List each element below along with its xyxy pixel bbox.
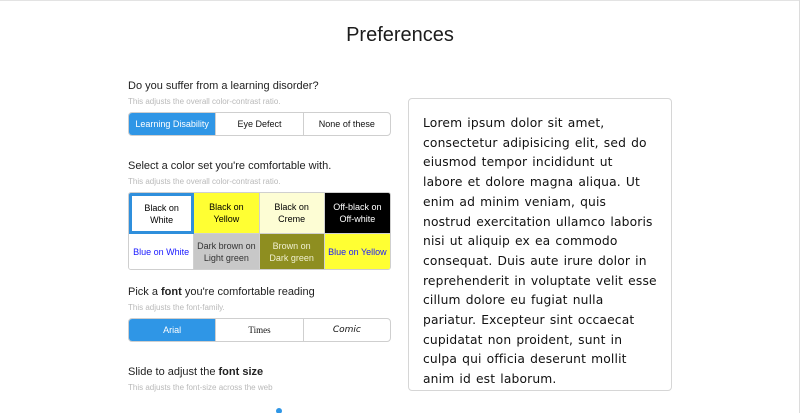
color-option-label: Off-black on Off-white [333,202,382,224]
colorset-question: Select a color set you're comfortable with. [128,160,332,172]
preview-text: Lorem ipsum dolor sit amet, consectetur adipisicing elit, sed do eiusmod tempor incididunt ut labore et dolore magna aliqua. Ut enim ad minim veniam, quis nostrud exercitation ullamco laboris nisi ut aliquip ex ea commodo consequat. Duis aute irure dolor in reprehenderit in voluptate velit esse cillum dolore eu fugiat nulla pariatur. Excepteur sint occaecat cupidatat non proident, sunt in culpa qui officia deserunt mollit anim id est laborum. [423,116,657,387]
learning-hint: This adjusts the overall color-contrast ratio. [128,97,281,106]
color-option-label: Dark brown on Light green [197,240,256,263]
color-option-black-on-white[interactable] [129,193,194,234]
colorset-grid [128,192,391,270]
color-option-label: Black on Yellow [209,202,244,224]
color-option-blue-on-white[interactable] [129,234,194,269]
fontsize-hint: This adjusts the font-size across the web [128,383,273,392]
color-option-label: Black on White [144,202,179,225]
colorset-hint: This adjusts the overall color-contrast ratio. [128,177,281,186]
preferences-form [128,78,391,394]
option-eye-defect[interactable]: Eye Defect [216,113,303,135]
option-font-times[interactable]: Times [216,319,303,341]
color-option-off-black-on-off-white[interactable] [325,193,390,234]
color-option-brown-on-dark-green[interactable] [260,234,325,269]
color-option-blue-on-yellow[interactable] [325,234,390,269]
option-none-of-these[interactable]: None of these [318,119,375,129]
learning-segmented-control [128,112,391,136]
font-segmented-control [128,318,391,342]
color-option-label: Blue on White [133,246,190,257]
page-title: Preferences [346,24,454,46]
font-hint: This adjusts the font-family. [128,303,225,312]
color-option-dark-brown-on-light-green[interactable] [194,234,259,269]
learning-question: Do you suffer from a learning disorder? [128,80,319,92]
color-option-label: Blue on Yellow [328,246,387,257]
color-option-black-on-yellow[interactable] [194,193,259,234]
option-font-comic[interactable]: Comic [332,325,361,335]
fontsize-question: Slide to adjust the font size [128,366,264,378]
color-option-label: Black on Creme [274,202,309,224]
option-learning-disability[interactable]: Learning Disability [129,113,216,135]
font-size-slider-handle[interactable] [276,408,282,413]
color-option-label: Brown on Dark green [269,240,314,263]
font-question: Pick a font you're comfortable reading [128,286,315,298]
top-divider [0,0,800,1]
option-font-arial[interactable]: Arial [129,319,216,341]
preview-text-box [408,98,672,391]
color-option-black-on-creme[interactable] [260,193,325,234]
